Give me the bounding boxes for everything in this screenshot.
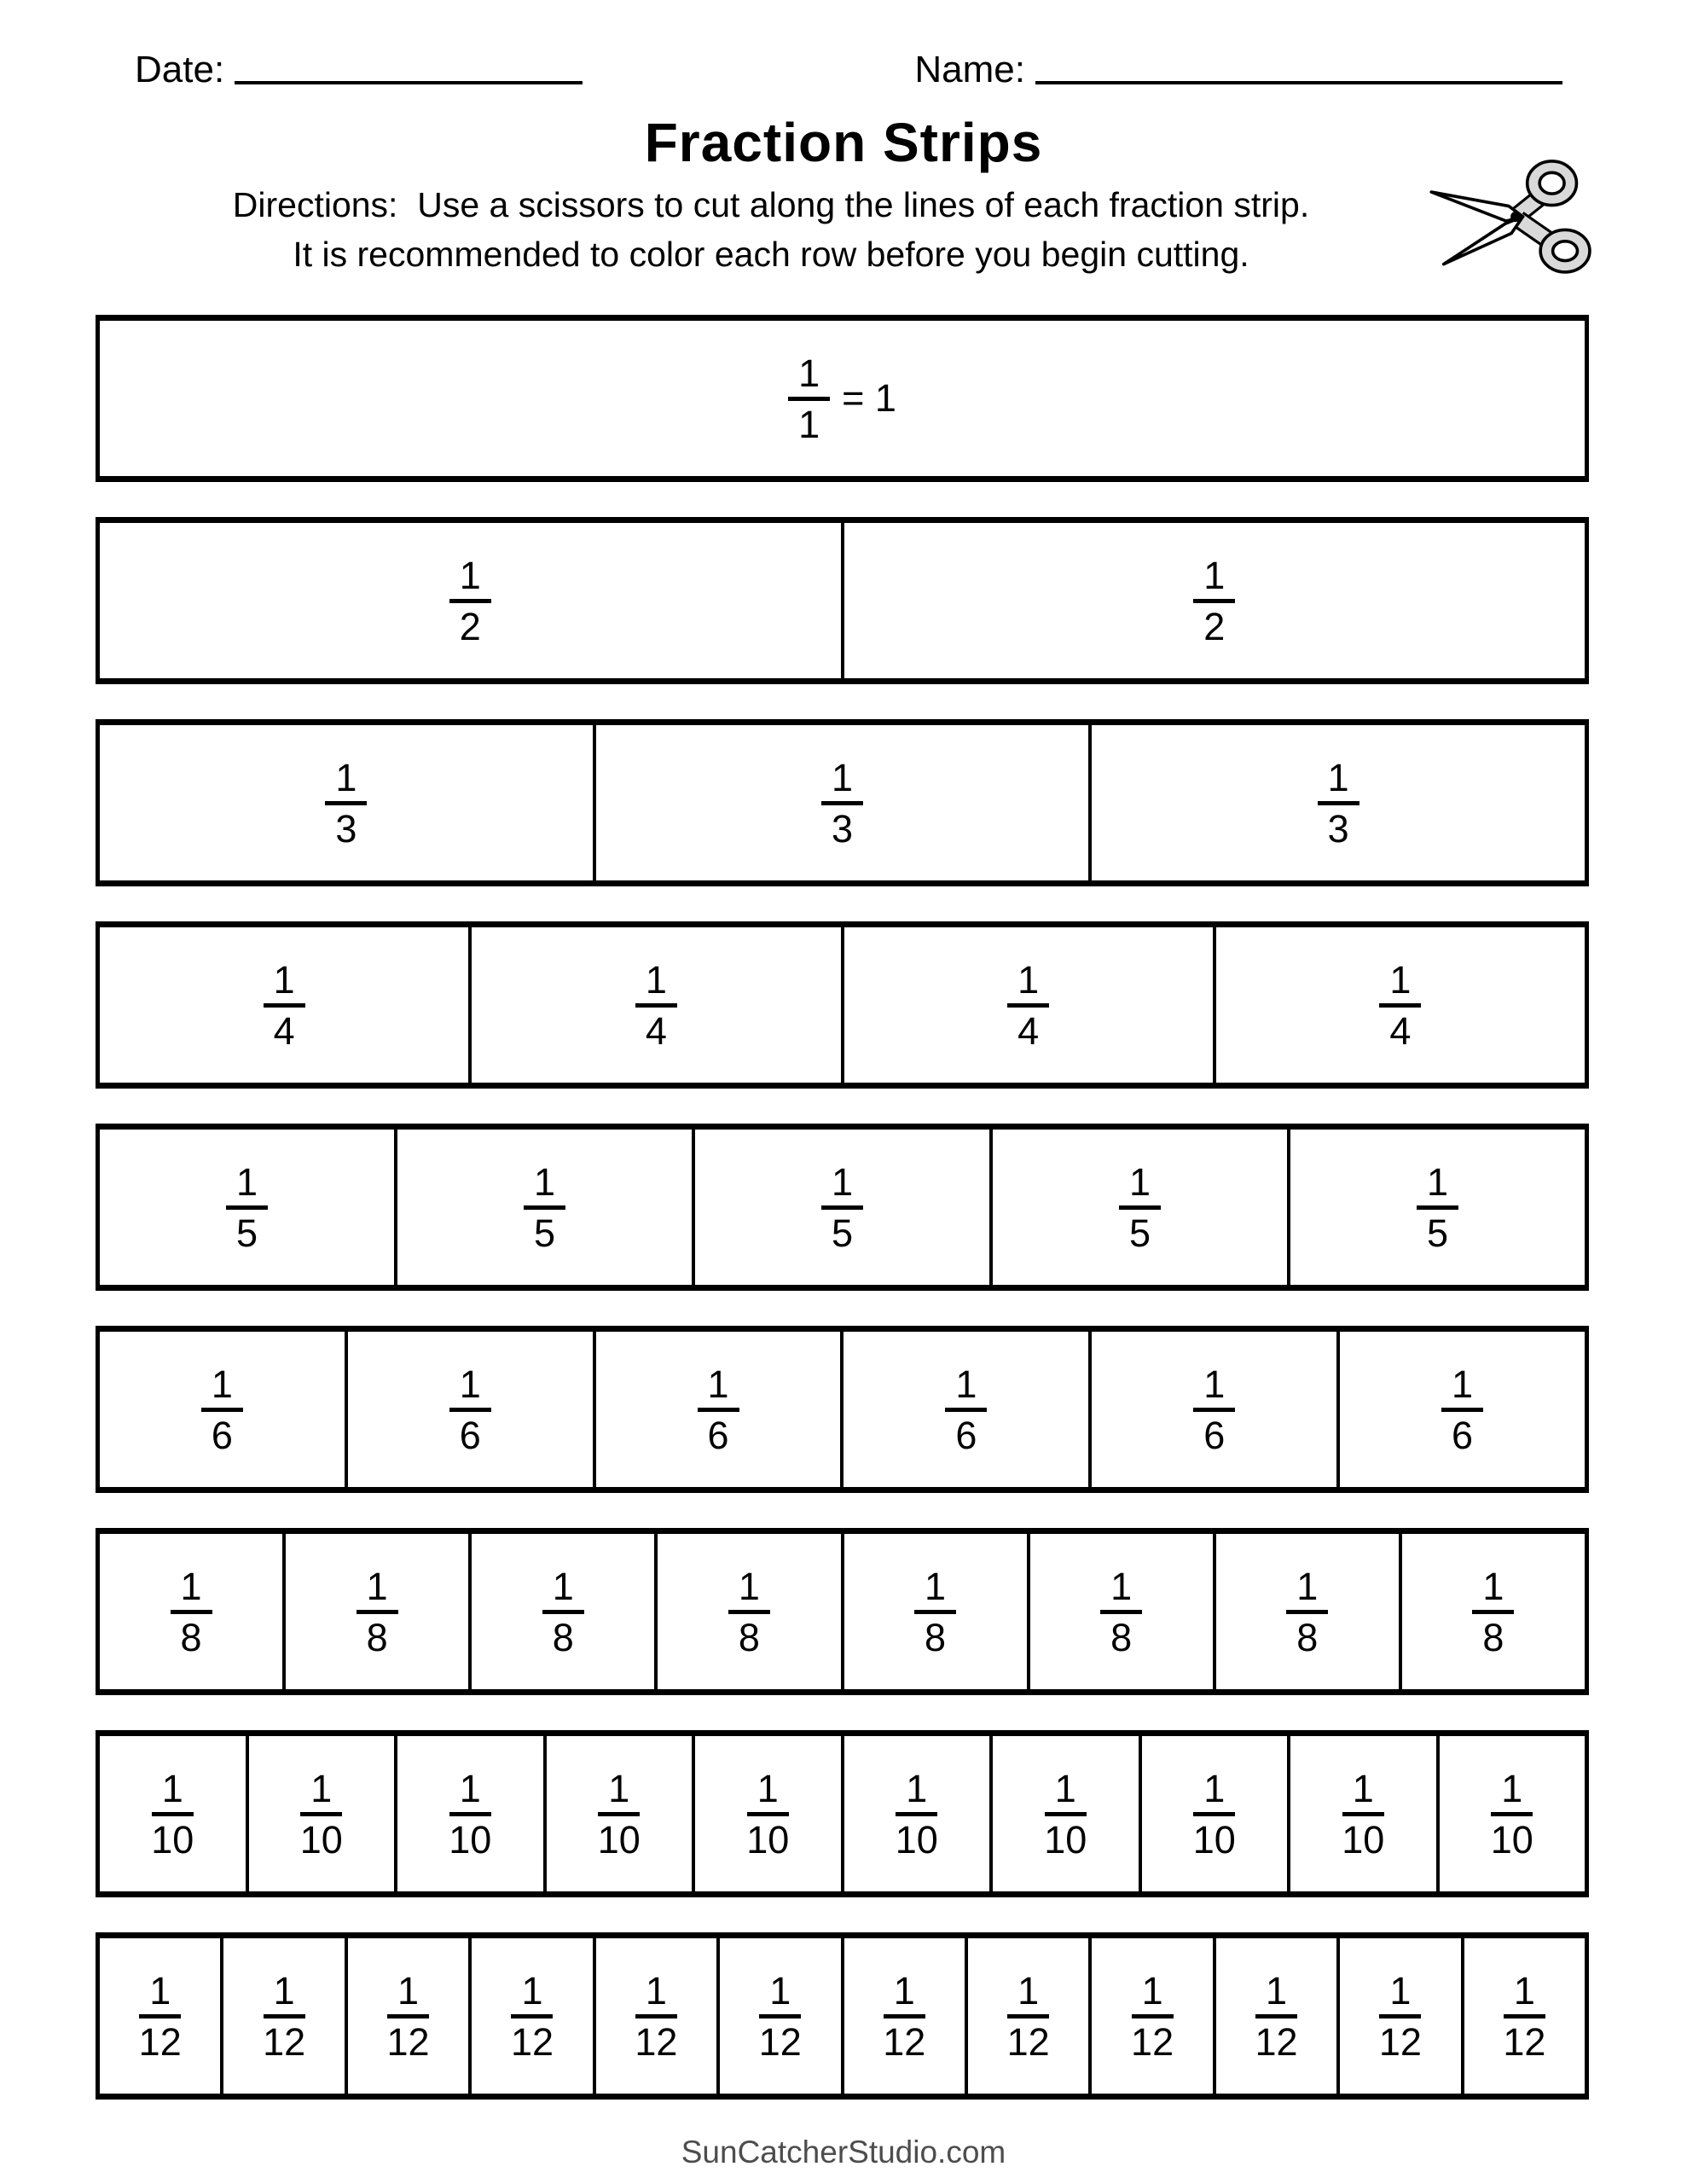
fraction-numerator: 1 [1318, 758, 1359, 805]
fraction-cell-1-3 [593, 725, 1089, 880]
fraction-cell-1-6 [1088, 1332, 1336, 1487]
fraction-cell-1-10 [841, 1736, 990, 1891]
fraction-1-12 [635, 1968, 678, 2064]
fraction-1-8 [171, 1564, 212, 1659]
fraction-denominator: 12 [386, 2019, 430, 2064]
fraction-cell-1-8 [1027, 1534, 1213, 1689]
fraction-numerator: 1 [635, 1972, 677, 2018]
fraction-cell-1-12 [965, 1938, 1088, 2094]
fraction-cell-1-10 [246, 1736, 395, 1891]
fraction-cell-1-6 [345, 1332, 593, 1487]
fraction-numerator: 1 [1286, 1567, 1328, 1614]
fraction-cell-1-12 [345, 1938, 468, 2094]
fraction-numerator: 1 [201, 1365, 243, 1412]
fraction-cell-1-6 [840, 1332, 1088, 1487]
fraction-1-4 [1007, 957, 1049, 1053]
fraction-cell-1-4 [468, 927, 840, 1083]
fraction-cell-1-10 [989, 1736, 1139, 1891]
name-field [914, 49, 1562, 90]
fraction-1-12 [883, 1968, 926, 2064]
fraction-numerator: 1 [1472, 1567, 1514, 1614]
fraction-1-12 [758, 1968, 802, 2064]
fraction-denominator: 10 [299, 1817, 343, 1862]
fraction-strip-12ths [96, 1932, 1589, 2100]
fraction-strip-6ths [96, 1326, 1589, 1493]
fraction-strip-1ths [96, 315, 1589, 482]
fraction-1-10 [1342, 1766, 1385, 1862]
fraction-1-12 [1255, 1968, 1298, 2064]
fraction-denominator: 10 [1490, 1817, 1533, 1862]
fraction-numerator: 1 [1417, 1163, 1458, 1210]
fraction-numerator: 1 [884, 1972, 925, 2018]
fraction-1-10 [1044, 1766, 1087, 1862]
fraction-cell-1-10 [394, 1736, 543, 1891]
fraction-1-6 [698, 1362, 739, 1457]
fraction-numerator: 1 [357, 1567, 398, 1614]
fraction-numerator: 1 [1379, 1972, 1421, 2018]
fraction-denominator: 10 [597, 1817, 641, 1862]
fraction-denominator: 10 [449, 1817, 492, 1862]
fraction-cell-1-12 [100, 1938, 220, 2094]
fraction-denominator: 4 [1017, 1008, 1040, 1053]
fraction-numerator: 1 [945, 1365, 987, 1412]
fraction-cell-1-12 [220, 1938, 344, 2094]
fraction-numerator: 1 [511, 1972, 553, 2018]
fraction-denominator: 8 [925, 1615, 947, 1659]
directions [111, 181, 1431, 279]
fraction-1-8 [728, 1564, 770, 1659]
fraction-cell-1-8 [100, 1534, 282, 1689]
fraction-numerator: 1 [1045, 1769, 1087, 1816]
fraction-cell-1-10 [1139, 1736, 1288, 1891]
fraction-denominator: 2 [1203, 604, 1226, 648]
fraction-numerator: 1 [728, 1567, 770, 1614]
fraction-strip-4ths [96, 921, 1589, 1089]
fraction-cell-1-4 [841, 927, 1213, 1083]
fraction-denominator: 12 [138, 2019, 182, 2064]
fraction-denominator: 6 [707, 1413, 729, 1457]
fraction-numerator: 1 [1441, 1365, 1483, 1412]
fraction-numerator: 1 [1100, 1567, 1142, 1614]
fraction-strip-8ths [96, 1528, 1589, 1695]
fraction-cell-1-8 [468, 1534, 654, 1689]
fraction-1-10 [1490, 1766, 1533, 1862]
fraction-1-10 [449, 1766, 492, 1862]
fraction-1-5 [226, 1159, 268, 1255]
fraction-cell-1-8 [1213, 1534, 1399, 1689]
fraction-numerator: 1 [1491, 1769, 1533, 1816]
fraction-1-10 [746, 1766, 790, 1862]
fraction-numerator: 1 [1119, 1163, 1161, 1210]
fraction-numerator: 1 [1342, 1769, 1384, 1816]
fraction-strips [96, 315, 1589, 2100]
fraction-cell-1-10 [692, 1736, 841, 1891]
fraction-1-8 [1100, 1564, 1142, 1659]
fraction-1-12 [1503, 1968, 1546, 2064]
fraction-denominator: 8 [180, 1615, 202, 1659]
fraction-cell-1-3 [100, 725, 593, 880]
fraction-cell-1-5 [1287, 1130, 1585, 1285]
fraction-1-5 [821, 1159, 863, 1255]
fraction-denominator: 3 [1327, 806, 1349, 851]
fraction-numerator: 1 [152, 1769, 194, 1816]
fraction-cell-1-10 [1287, 1736, 1436, 1891]
fraction-cell-1-5 [989, 1130, 1287, 1285]
fraction-numerator: 1 [264, 1972, 305, 2018]
equals-one-text: = 1 [842, 376, 896, 421]
fraction-numerator: 1 [524, 1163, 565, 1210]
footer-credit: SunCatcherStudio.com [681, 2135, 1006, 2169]
fraction-denominator: 12 [263, 2019, 306, 2064]
fraction-1-5 [1119, 1159, 1161, 1255]
fraction-cell-1-1 [100, 321, 1585, 476]
fraction-numerator: 1 [449, 1365, 491, 1412]
fraction-cell-1-12 [1336, 1938, 1460, 2094]
fraction-numerator: 1 [542, 1567, 584, 1614]
fraction-cell-1-2 [100, 523, 841, 678]
fraction-1-3 [1318, 755, 1359, 851]
fraction-numerator: 1 [788, 354, 830, 401]
fraction-numerator: 1 [1007, 1972, 1049, 2018]
fraction-numerator: 1 [896, 1769, 937, 1816]
fraction-1-10 [895, 1766, 938, 1862]
directions-line-1: Directions: Use a scissors to cut along the lines of each fraction strip. [232, 185, 1310, 225]
fraction-numerator: 1 [1132, 1972, 1174, 2018]
fraction-numerator: 1 [1007, 961, 1049, 1008]
fraction-1-4 [1379, 957, 1421, 1053]
fraction-1-8 [914, 1564, 956, 1659]
fraction-1-8 [357, 1564, 398, 1659]
fraction-1-2 [1193, 553, 1235, 648]
fraction-1-3 [325, 755, 367, 851]
fraction-cell-1-3 [1088, 725, 1585, 880]
fraction-1-12 [1006, 1968, 1050, 2064]
fraction-denominator: 6 [955, 1413, 977, 1457]
fraction-numerator: 1 [387, 1972, 429, 2018]
fraction-1-10 [597, 1766, 641, 1862]
fraction-denominator: 8 [366, 1615, 388, 1659]
fraction-cell-1-6 [593, 1332, 841, 1487]
fraction-denominator: 12 [758, 2019, 802, 2064]
fraction-cell-1-8 [841, 1534, 1027, 1689]
fraction-denominator: 8 [1482, 1615, 1504, 1659]
fraction-denominator: 12 [883, 2019, 926, 2064]
fraction-denominator: 5 [235, 1211, 258, 1255]
fraction-denominator: 10 [151, 1817, 194, 1862]
fraction-numerator: 1 [1193, 1769, 1235, 1816]
directions-line-2: It is recommended to color each row before you begin cutting. [293, 234, 1249, 274]
fraction-cell-1-12 [468, 1938, 592, 2094]
fraction-numerator: 1 [300, 1769, 342, 1816]
fraction-numerator: 1 [759, 1972, 801, 2018]
date-label: Date: [135, 49, 225, 90]
fraction-denominator: 12 [1255, 2019, 1298, 2064]
fraction-numerator: 1 [1504, 1972, 1545, 2018]
fraction-denominator: 6 [1203, 1413, 1226, 1457]
fraction-cell-1-5 [394, 1130, 692, 1285]
fraction-denominator: 8 [552, 1615, 574, 1659]
fraction-cell-1-8 [282, 1534, 468, 1689]
fraction-numerator: 1 [914, 1567, 956, 1614]
fraction-numerator: 1 [449, 556, 491, 603]
fraction-denominator: 3 [335, 806, 357, 851]
fraction-1-1 [788, 351, 830, 446]
name-blank-line [1035, 81, 1562, 84]
fraction-numerator: 1 [449, 1769, 491, 1816]
fraction-numerator: 1 [226, 1163, 268, 1210]
fraction-strip-10ths [96, 1730, 1589, 1897]
fraction-denominator: 4 [1389, 1008, 1412, 1053]
fraction-numerator: 1 [821, 758, 863, 805]
header [0, 0, 1687, 90]
fraction-1-12 [138, 1968, 182, 2064]
fraction-cell-1-12 [841, 1938, 965, 2094]
fraction-denominator: 12 [510, 2019, 554, 2064]
fraction-cell-1-10 [100, 1736, 246, 1891]
fraction-denominator: 5 [1426, 1211, 1449, 1255]
fraction-1-12 [510, 1968, 554, 2064]
fraction-1-12 [1378, 1968, 1422, 2064]
date-field [135, 49, 583, 90]
fraction-cell-1-12 [1088, 1938, 1212, 2094]
fraction-denominator: 10 [746, 1817, 790, 1862]
fraction-numerator: 1 [264, 961, 305, 1008]
fraction-cell-1-6 [100, 1332, 345, 1487]
fraction-numerator: 1 [635, 961, 677, 1008]
fraction-denominator: 6 [459, 1413, 481, 1457]
fraction-1-6 [945, 1362, 987, 1457]
fraction-denominator: 6 [1452, 1413, 1474, 1457]
fraction-numerator: 1 [1255, 1972, 1297, 2018]
fraction-1-5 [1417, 1159, 1458, 1255]
fraction-denominator: 10 [1342, 1817, 1385, 1862]
fraction-denominator: 10 [1192, 1817, 1236, 1862]
fraction-cell-1-4 [100, 927, 468, 1083]
fraction-cell-1-5 [692, 1130, 989, 1285]
fraction-denominator: 5 [831, 1211, 854, 1255]
fraction-denominator: 6 [211, 1413, 233, 1457]
fraction-denominator: 2 [459, 604, 481, 648]
fraction-1-3 [821, 755, 863, 851]
fraction-1-10 [151, 1766, 194, 1862]
fraction-denominator: 5 [533, 1211, 556, 1255]
fraction-denominator: 12 [1378, 2019, 1422, 2064]
fraction-numerator: 1 [747, 1769, 789, 1816]
fraction-numerator: 1 [598, 1769, 640, 1816]
fraction-numerator: 1 [1193, 556, 1235, 603]
fraction-denominator: 4 [273, 1008, 295, 1053]
fraction-denominator: 8 [1110, 1615, 1133, 1659]
fraction-denominator: 12 [635, 2019, 678, 2064]
fraction-numerator: 1 [698, 1365, 739, 1412]
fraction-cell-1-12 [593, 1938, 716, 2094]
fraction-cell-1-12 [716, 1938, 840, 2094]
fraction-denominator: 12 [1006, 2019, 1050, 2064]
fraction-cell-1-12 [1461, 1938, 1585, 2094]
fraction-cell-1-12 [1213, 1938, 1336, 2094]
fraction-1-8 [542, 1564, 584, 1659]
fraction-strip-2ths [96, 517, 1589, 684]
fraction-1-8 [1472, 1564, 1514, 1659]
fraction-cell-1-6 [1336, 1332, 1585, 1487]
fraction-1-5 [524, 1159, 565, 1255]
fraction-numerator: 1 [325, 758, 367, 805]
fraction-1-6 [1193, 1362, 1235, 1457]
fraction-numerator: 1 [171, 1567, 212, 1614]
fraction-1-8 [1286, 1564, 1328, 1659]
fraction-1-12 [263, 1968, 306, 2064]
scissors-icon [1424, 156, 1591, 281]
fraction-1-4 [635, 957, 677, 1053]
fraction-denominator: 8 [738, 1615, 760, 1659]
fraction-1-12 [1131, 1968, 1174, 2064]
fraction-cell-1-2 [841, 523, 1586, 678]
fraction-1-6 [201, 1362, 243, 1457]
fraction-cell-1-8 [1399, 1534, 1585, 1689]
fraction-denominator: 5 [1128, 1211, 1151, 1255]
date-blank-line [235, 81, 583, 84]
fraction-denominator: 8 [1296, 1615, 1319, 1659]
fraction-strip-3ths [96, 719, 1589, 886]
fraction-denominator: 4 [645, 1008, 667, 1053]
fraction-cell-1-8 [654, 1534, 840, 1689]
fraction-numerator: 1 [1193, 1365, 1235, 1412]
fraction-1-10 [1192, 1766, 1236, 1862]
fraction-1-6 [1441, 1362, 1483, 1457]
fraction-cell-1-5 [100, 1130, 394, 1285]
fraction-1-4 [264, 957, 305, 1053]
fraction-numerator: 1 [821, 1163, 863, 1210]
fraction-numerator: 1 [1379, 961, 1421, 1008]
name-label: Name: [914, 49, 1025, 90]
fraction-denominator: 1 [798, 402, 820, 446]
fraction-denominator: 10 [895, 1817, 938, 1862]
fraction-cell-1-10 [543, 1736, 693, 1891]
page-title: Fraction Strips [644, 112, 1043, 174]
fraction-cell-1-4 [1213, 927, 1585, 1083]
fraction-strip-5ths [96, 1124, 1589, 1291]
fraction-denominator: 10 [1044, 1817, 1087, 1862]
fraction-denominator: 12 [1131, 2019, 1174, 2064]
fraction-cell-1-10 [1436, 1736, 1586, 1891]
fraction-denominator: 12 [1503, 2019, 1546, 2064]
fraction-1-10 [299, 1766, 343, 1862]
fraction-1-12 [386, 1968, 430, 2064]
fraction-denominator: 3 [831, 806, 854, 851]
fraction-1-6 [449, 1362, 491, 1457]
fraction-numerator: 1 [139, 1972, 181, 2018]
fraction-1-2 [449, 553, 491, 648]
